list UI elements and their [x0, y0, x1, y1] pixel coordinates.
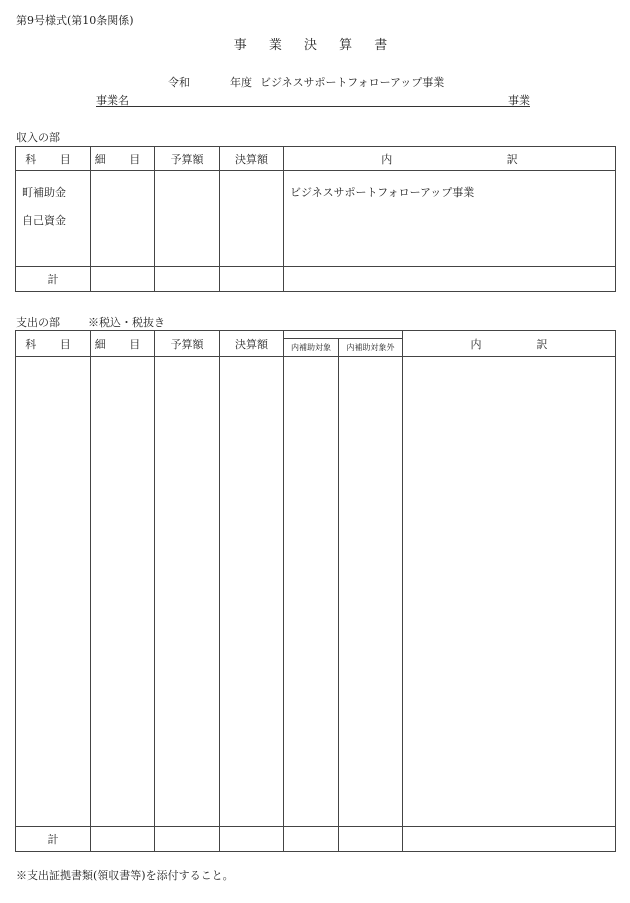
- income-budget-cell: [155, 171, 220, 267]
- expense-subcategory-cell: [91, 357, 155, 827]
- income-detail-program: ビジネスサポートフォローアップ事業: [290, 186, 475, 199]
- income-col-breakdown: [284, 147, 616, 171]
- income-uchi: 内: [381, 152, 393, 166]
- expense-uchi: 内: [470, 337, 482, 351]
- income-table: [15, 146, 616, 292]
- expense-label: 支出の部: [16, 316, 60, 329]
- income-total-subcategory: [91, 267, 155, 292]
- era-label: 令和: [168, 76, 190, 89]
- expense-total-actual: [220, 827, 284, 852]
- income-category-cell: [16, 171, 91, 267]
- expense-col-subsidy-nontarget: 内補助対象外: [339, 339, 403, 357]
- program-name: ビジネスサポートフォローアップ事業: [260, 76, 445, 89]
- expense-section-label: [16, 314, 165, 330]
- expense-total-budget: [155, 827, 220, 852]
- business-name-line: [96, 92, 530, 107]
- expense-col-subsidy-group: [284, 331, 403, 339]
- expense-actual-cell: [220, 357, 284, 827]
- expense-nontarget-cell: [339, 357, 403, 827]
- expense-table: [15, 330, 616, 852]
- form-number: 第9号様式(第10条関係): [16, 14, 134, 27]
- expense-breakdown-cell: [403, 357, 616, 827]
- expense-col-breakdown: [403, 331, 616, 357]
- expense-col-subcategory: 細 目: [91, 331, 155, 357]
- expense-total-subcategory: [91, 827, 155, 852]
- expense-col-subsidy-target: 内補助対象: [284, 339, 339, 357]
- income-total-breakdown: [284, 267, 616, 292]
- document-title: 事 業 決 算 書: [233, 38, 397, 53]
- expense-total-target: [284, 827, 339, 852]
- income-section-label: 収入の部: [16, 131, 60, 144]
- expense-col-category: 科 目: [16, 331, 91, 357]
- subtitle-line: [168, 74, 444, 90]
- expense-total-nontarget: [339, 827, 403, 852]
- income-actual-cell: [220, 171, 284, 267]
- income-row-town-subsidy: 町補助金: [22, 186, 66, 199]
- income-row-own-funds: 自己資金: [22, 214, 66, 227]
- footer-note: ※支出証拠書類(領収書等)を添付すること。: [16, 869, 234, 882]
- expense-col-actual: 決算額: [220, 331, 284, 357]
- income-wake: 訳: [506, 152, 518, 166]
- expense-body-row: [16, 357, 616, 827]
- expense-col-budget: 予算額: [155, 331, 220, 357]
- business-name-label: 事業名: [96, 94, 129, 107]
- income-col-budget: 予算額: [155, 147, 220, 171]
- income-total-label: 計: [16, 267, 91, 292]
- expense-target-cell: [284, 357, 339, 827]
- income-col-actual: 決算額: [220, 147, 284, 171]
- expense-total-label: 計: [16, 827, 91, 852]
- year-label: 年度: [230, 76, 252, 89]
- expense-budget-cell: [155, 357, 220, 827]
- income-breakdown-cell: [284, 171, 616, 267]
- expense-wake: 訳: [536, 337, 548, 351]
- income-total-budget: [155, 267, 220, 292]
- expense-category-cell: [16, 357, 91, 827]
- expense-total-breakdown: [403, 827, 616, 852]
- income-subcategory-cell: [91, 171, 155, 267]
- income-col-subcategory: 細 目: [91, 147, 155, 171]
- business-suffix: 事業: [508, 94, 530, 107]
- tax-note: ※税込・税抜き: [88, 316, 165, 329]
- income-col-category: 科 目: [16, 147, 91, 171]
- income-total-actual: [220, 267, 284, 292]
